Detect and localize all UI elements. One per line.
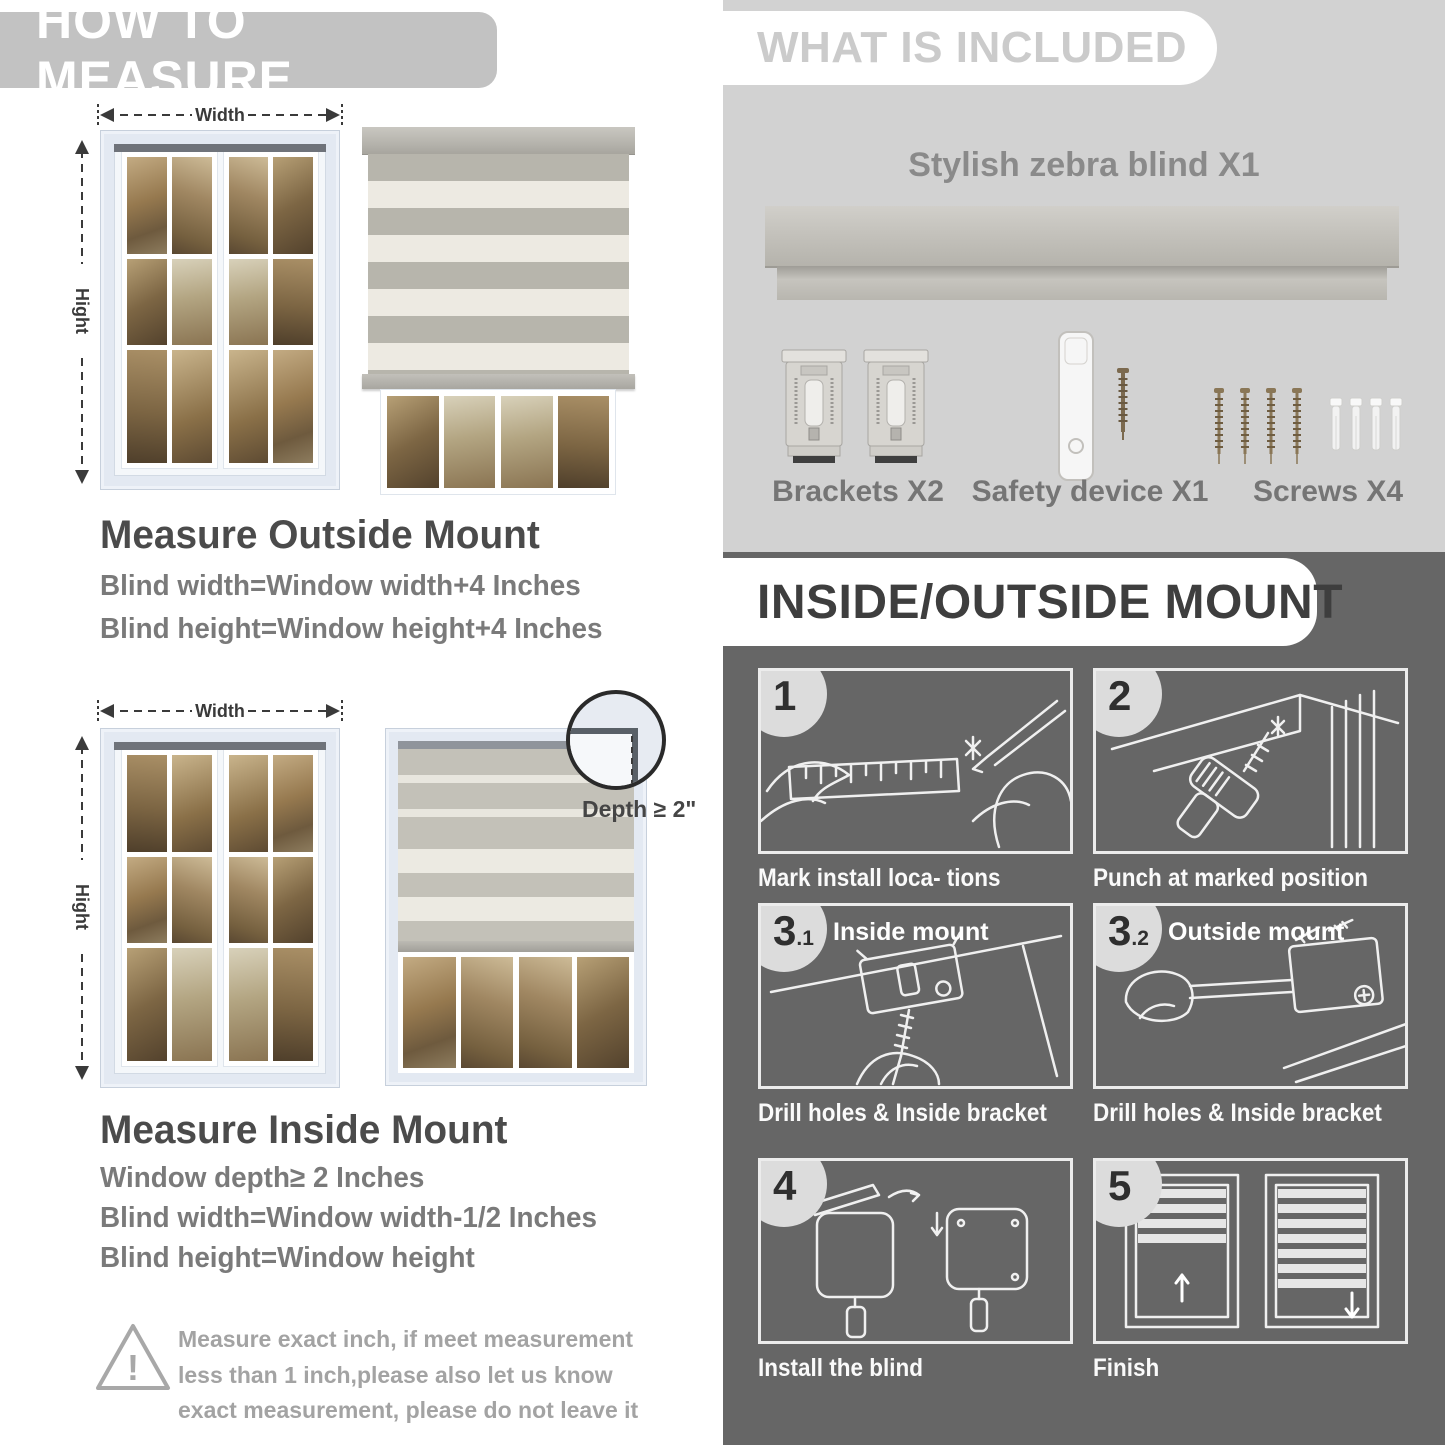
mount-header: INSIDE/OUTSIDE MOUNT — [757, 575, 1344, 629]
depth-dashed-line — [631, 736, 633, 786]
window-casement — [223, 749, 320, 1067]
window-illustration-inside — [100, 728, 340, 1088]
window-pane — [172, 755, 212, 852]
window-pane — [172, 259, 212, 345]
blind-item-label: Stylish zebra blind X1 — [908, 146, 1260, 184]
window-pane — [229, 350, 269, 463]
step-number-badge: 3.1 — [758, 903, 827, 972]
step-2 — [1093, 668, 1411, 893]
inside-mount-line: Window depth≥ 2 Inches — [100, 1162, 425, 1194]
how-to-measure-header — [0, 0, 497, 107]
step-1 — [758, 668, 1076, 893]
blind-cassette — [362, 127, 635, 154]
window-pane — [519, 957, 572, 1068]
width-dimension-outside — [96, 103, 344, 127]
window-pane — [273, 259, 313, 345]
inside-mount-line: Blind width=Window width-1/2 Inches — [100, 1202, 598, 1234]
height-label: Hight — [72, 288, 92, 334]
window-pane — [172, 157, 212, 254]
window-casement — [223, 151, 320, 469]
step-caption: Punch at marked position — [1093, 864, 1369, 892]
window-pane — [403, 957, 456, 1068]
step-caption: Install the blind — [758, 1354, 924, 1382]
step-number-badge: 1 — [758, 668, 827, 737]
window-casement — [121, 151, 218, 469]
step-caption: Mark install loca- tions — [758, 864, 1001, 892]
inside-blind-fabric-open — [398, 825, 634, 941]
window-pane — [127, 259, 167, 345]
window-pane — [229, 157, 269, 254]
step-5 — [1093, 1158, 1411, 1383]
window-pane — [273, 857, 313, 943]
window-pane — [172, 350, 212, 463]
included-blind-cassette — [765, 206, 1399, 266]
outside-mount-title: Measure Outside Mount — [100, 513, 540, 557]
inside-mount-line: Blind height=Window height — [100, 1242, 475, 1274]
safety-device-label: Safety device X1 — [971, 475, 1209, 508]
blind-bottom-rail — [362, 374, 635, 389]
outside-mount-line: Blind width=Window width+4 Inches — [100, 570, 581, 602]
step-number-badge: 5 — [1093, 1158, 1162, 1227]
inside-mount-title: Measure Inside Mount — [100, 1108, 508, 1152]
step-4 — [758, 1158, 1076, 1383]
brackets-label: Brackets X2 — [772, 475, 944, 508]
step-caption: Drill holes & Inside bracket — [1093, 1099, 1382, 1127]
window-under-blind — [380, 389, 616, 495]
window-pane — [558, 396, 610, 488]
screws-anchors-image — [1211, 386, 1411, 470]
window-pane — [273, 157, 313, 254]
roller-strip — [114, 742, 326, 750]
step-number-badge: 4 — [758, 1158, 827, 1227]
zebra-blind-fabric — [368, 154, 629, 374]
included-header: WHAT IS INCLUDED — [757, 23, 1188, 72]
included-header-band — [723, 11, 1217, 85]
svg-text:!: ! — [127, 1347, 139, 1388]
height-dimension-inside — [70, 732, 94, 1084]
depth-label: Depth ≥ 2" — [582, 796, 697, 822]
window-pane — [229, 857, 269, 943]
width-dimension-inside — [96, 699, 344, 723]
mount-panel — [723, 552, 1445, 1445]
width-label: Width — [195, 105, 245, 125]
window-corner-detail — [566, 728, 638, 790]
window-pane — [127, 755, 167, 852]
window-pane — [273, 755, 313, 852]
window-pane — [229, 755, 269, 852]
included-blind-roll — [777, 266, 1387, 300]
brackets-image — [781, 340, 931, 468]
window-pane — [127, 350, 167, 463]
window-pane — [444, 396, 496, 488]
window-pane — [127, 157, 167, 254]
height-dimension-outside — [70, 136, 94, 488]
roller-strip — [114, 144, 326, 152]
outside-mount-line: Blind height=Window height+4 Inches — [100, 613, 603, 645]
how-to-measure-title: HOW TO MEASURE — [36, 0, 294, 107]
window-pane — [172, 948, 212, 1061]
window-pane — [501, 396, 553, 488]
depth-magnifier — [566, 690, 666, 790]
window-pane — [387, 396, 439, 488]
window-pane — [577, 957, 630, 1068]
window-illustration-outside — [100, 130, 340, 490]
window-pane — [172, 857, 212, 943]
included-panel — [723, 0, 1445, 552]
window-pane — [273, 948, 313, 1061]
window-casement — [121, 749, 218, 1067]
window-pane — [229, 948, 269, 1061]
window-pane — [229, 259, 269, 345]
width-label: Width — [195, 701, 245, 721]
window-pane — [461, 957, 514, 1068]
mount-header-band — [723, 558, 1344, 646]
window-pane — [273, 350, 313, 463]
step-number-badge: 3.2 — [1093, 903, 1162, 972]
warning-text: Measure exact inch, if meet measurement less than 1 inch,please also let us know exact measurement, please do not leave it — [178, 1326, 639, 1424]
step-3-1: 3.1 Inside mount Drill holes & Inside bracket — [758, 903, 1076, 1128]
window-pane — [127, 857, 167, 943]
step-caption: Finish — [1093, 1354, 1160, 1382]
inside-blind-rail — [398, 941, 634, 952]
height-label: Hight — [72, 884, 92, 930]
step-caption: Drill holes & Inside bracket — [758, 1099, 1047, 1127]
step-number-badge: 2 — [1093, 668, 1162, 737]
safety-device-image — [1053, 328, 1153, 488]
step-3-2: 3.2 Outside mount Drill holes & Inside bracket — [1093, 903, 1411, 1128]
window-pane — [127, 948, 167, 1061]
warning-icon — [92, 1318, 174, 1396]
screws-label: Screws X4 — [1252, 475, 1404, 508]
